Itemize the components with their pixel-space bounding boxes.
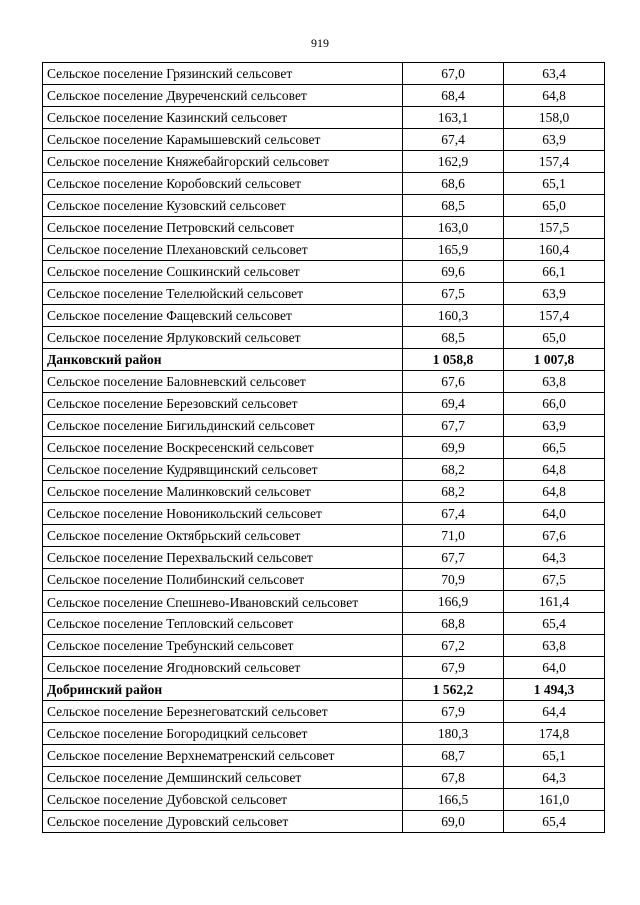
settlement-name: Сельское поселение Перехвальский сельсовет [43,547,403,569]
table-row [43,327,605,349]
settlement-name: Сельское поселение Березовский сельсовет [43,393,403,415]
settlement-name: Сельское поселение Малинковский сельсовет [43,481,403,503]
value-col-1: 71,0 [403,525,504,547]
settlement-name: Сельское поселение Дубовской сельсовет [43,789,403,811]
settlement-name: Сельское поселение Бигильдинский сельсовет [43,415,403,437]
table-row [43,437,605,459]
table-row [43,107,605,129]
settlement-name: Сельское поселение Грязинский сельсовет [43,63,403,85]
value-col-2: 63,9 [504,415,605,437]
value-col-2: 160,4 [504,239,605,261]
value-col-1: 67,8 [403,767,504,789]
district-row [43,349,605,371]
table-row [43,525,605,547]
value-col-2: 161,4 [504,591,605,613]
district-name: Данковский район [43,349,403,371]
table-body [43,63,605,833]
value-col-1: 68,4 [403,85,504,107]
value-col-2: 64,8 [504,85,605,107]
value-col-2: 65,4 [504,811,605,833]
value-col-1: 68,5 [403,195,504,217]
table-row [43,151,605,173]
value-col-2: 65,4 [504,613,605,635]
table-row [43,129,605,151]
value-col-1: 67,2 [403,635,504,657]
settlement-name: Сельское поселение Ярлуковский сельсовет [43,327,403,349]
value-col-1: 67,0 [403,63,504,85]
settlement-name: Сельское поселение Требунский сельсовет [43,635,403,657]
value-col-1: 67,7 [403,547,504,569]
value-col-2: 64,8 [504,459,605,481]
settlement-name: Сельское поселение Петровский сельсовет [43,217,403,239]
value-col-2: 65,0 [504,195,605,217]
value-col-2: 157,4 [504,305,605,327]
value-col-1: 160,3 [403,305,504,327]
value-col-2: 63,9 [504,129,605,151]
table-row [43,811,605,833]
district-name: Добринский район [43,679,403,701]
table-row [43,503,605,525]
settlement-name: Сельское поселение Телелюйский сельсовет [43,283,403,305]
settlement-name: Сельское поселение Богородицкий сельсовет [43,723,403,745]
table-row [43,195,605,217]
settlement-name: Сельское поселение Октябрьский сельсовет [43,525,403,547]
value-col-2: 1 494,3 [504,679,605,701]
table-row [43,591,605,613]
value-col-2: 174,8 [504,723,605,745]
value-col-2: 66,5 [504,437,605,459]
table-row [43,767,605,789]
settlement-name: Сельское поселение Верхнематренский сельсовет [43,745,403,767]
value-col-1: 1 058,8 [403,349,504,371]
value-col-2: 63,4 [504,63,605,85]
value-col-2: 161,0 [504,789,605,811]
settlement-name: Сельское поселение Двуреченский сельсовет [43,85,403,107]
value-col-1: 163,0 [403,217,504,239]
settlement-name: Сельское поселение Коробовский сельсовет [43,173,403,195]
value-col-2: 65,0 [504,327,605,349]
value-col-2: 64,0 [504,503,605,525]
settlement-name: Сельское поселение Ягоднoвский сельсовет [43,657,403,679]
settlement-name: Сельское поселение Карамышевский сельсовет [43,129,403,151]
value-col-1: 163,1 [403,107,504,129]
table-row [43,459,605,481]
table-row [43,635,605,657]
settlement-name: Сельское поселение Кузовский сельсовет [43,195,403,217]
table-row [43,217,605,239]
settlement-name: Сельское поселение Новоникольский сельсовет [43,503,403,525]
value-col-1: 180,3 [403,723,504,745]
value-col-1: 68,2 [403,481,504,503]
value-col-2: 1 007,8 [504,349,605,371]
value-col-2: 64,4 [504,701,605,723]
settlement-name: Сельское поселение Кудрявщинский сельсовет [43,459,403,481]
table-row [43,547,605,569]
value-col-2: 63,9 [504,283,605,305]
value-col-2: 64,3 [504,767,605,789]
value-col-1: 68,5 [403,327,504,349]
table-row [43,481,605,503]
value-col-1: 67,6 [403,371,504,393]
table-row [43,305,605,327]
value-col-2: 67,5 [504,569,605,591]
table-row [43,415,605,437]
value-col-2: 65,1 [504,173,605,195]
value-col-1: 68,6 [403,173,504,195]
settlement-name: Сельское поселение Плехановский сельсовет [43,239,403,261]
value-col-1: 68,8 [403,613,504,635]
value-col-1: 165,9 [403,239,504,261]
value-col-1: 69,4 [403,393,504,415]
page-number: 919 [311,36,329,50]
settlement-name: Сельское поселение Спешнево-Ивановский сельсовет [43,591,403,613]
settlement-name: Сельское поселение Дуровский сельсовет [43,811,403,833]
value-col-1: 68,2 [403,459,504,481]
settlement-name: Сельское поселение Казинский сельсовет [43,107,403,129]
value-col-1: 67,4 [403,503,504,525]
settlement-name: Сельское поселение Княжебайгорский сельсовет [43,151,403,173]
value-col-1: 166,5 [403,789,504,811]
table-row [43,569,605,591]
value-col-2: 63,8 [504,371,605,393]
table-row [43,173,605,195]
settlement-name: Сельское поселение Полибинский сельсовет [43,569,403,591]
settlement-name: Сельское поселение Демшинский сельсовет [43,767,403,789]
budget-table [42,62,605,833]
value-col-2: 64,0 [504,657,605,679]
settlement-name: Сельское поселение Березнеговатский сельсовет [43,701,403,723]
table-row [43,613,605,635]
value-col-1: 67,9 [403,657,504,679]
value-col-2: 157,5 [504,217,605,239]
value-col-1: 67,9 [403,701,504,723]
table-row [43,393,605,415]
value-col-1: 162,9 [403,151,504,173]
value-col-2: 67,6 [504,525,605,547]
table-row [43,745,605,767]
value-col-1: 68,7 [403,745,504,767]
value-col-1: 67,7 [403,415,504,437]
value-col-1: 67,4 [403,129,504,151]
table-row [43,85,605,107]
value-col-1: 1 562,2 [403,679,504,701]
value-col-1: 67,5 [403,283,504,305]
value-col-2: 157,4 [504,151,605,173]
value-col-2: 158,0 [504,107,605,129]
value-col-2: 65,1 [504,745,605,767]
table-row [43,723,605,745]
settlement-name: Сельское поселение Воскресенский сельсовет [43,437,403,459]
district-row [43,679,605,701]
settlement-name: Сельское поселение Фащевский сельсовет [43,305,403,327]
value-col-2: 64,8 [504,481,605,503]
settlement-name: Сельское поселение Тепловский сельсовет [43,613,403,635]
value-col-1: 70,9 [403,569,504,591]
table-row [43,261,605,283]
table-row [43,283,605,305]
value-col-1: 69,6 [403,261,504,283]
value-col-2: 66,1 [504,261,605,283]
table-row [43,657,605,679]
table-row [43,63,605,85]
value-col-2: 64,3 [504,547,605,569]
table-row [43,239,605,261]
table-row [43,789,605,811]
value-col-1: 166,9 [403,591,504,613]
settlement-name: Сельское поселение Баловневский сельсовет [43,371,403,393]
value-col-1: 69,0 [403,811,504,833]
table-row [43,701,605,723]
value-col-2: 63,8 [504,635,605,657]
value-col-2: 66,0 [504,393,605,415]
value-col-1: 69,9 [403,437,504,459]
table-row [43,371,605,393]
settlement-name: Сельское поселение Сошкинский сельсовет [43,261,403,283]
